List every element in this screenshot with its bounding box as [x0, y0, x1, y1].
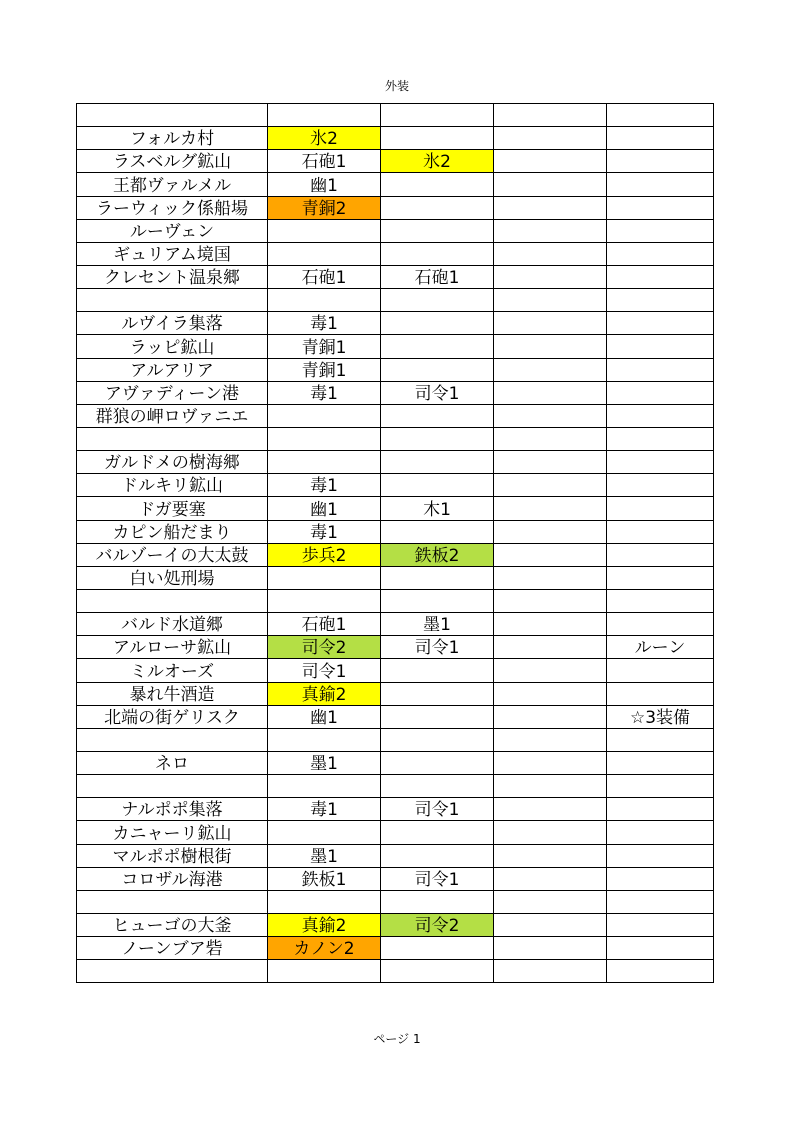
table-row — [77, 636, 714, 659]
location-name-cell: ミルオーズ — [77, 659, 268, 682]
equipment-cell — [268, 728, 381, 751]
equipment-cell: 石砲1 — [268, 150, 381, 173]
equipment-cell — [607, 798, 714, 821]
equipment-cell: 石砲1 — [268, 265, 381, 288]
table-row — [77, 751, 714, 774]
equipment-cell: 司令1 — [381, 798, 494, 821]
equipment-cell — [381, 289, 494, 312]
equipment-cell — [494, 404, 607, 427]
equipment-cell — [268, 219, 381, 242]
equipment-cell: 木1 — [381, 497, 494, 520]
table-row — [77, 659, 714, 682]
equipment-cell — [494, 589, 607, 612]
table-row — [77, 474, 714, 497]
equipment-cell — [268, 821, 381, 844]
equipment-cell: 歩兵2 — [268, 543, 381, 566]
table-body — [77, 104, 714, 983]
equipment-cell — [381, 219, 494, 242]
equipment-cell — [381, 960, 494, 983]
equipment-cell — [494, 497, 607, 520]
table-row — [77, 913, 714, 936]
equipment-cell: 毒1 — [268, 312, 381, 335]
location-name-cell: クレセント温泉郷 — [77, 265, 268, 288]
equipment-cell — [494, 219, 607, 242]
equipment-cell — [381, 520, 494, 543]
equipment-cell — [607, 728, 714, 751]
equipment-cell — [607, 682, 714, 705]
location-name-cell: 群狼の岬ロヴァニエ — [77, 404, 268, 427]
equipment-cell — [494, 543, 607, 566]
location-name-cell — [77, 427, 268, 450]
location-name-cell: ラスベルグ鉱山 — [77, 150, 268, 173]
equipment-cell — [268, 589, 381, 612]
location-name-cell: アルアリア — [77, 358, 268, 381]
table-row — [77, 520, 714, 543]
location-name-cell: アヴァディーン港 — [77, 381, 268, 404]
equipment-cell — [607, 289, 714, 312]
equipment-cell — [607, 890, 714, 913]
equipment-cell: ☆3装備 — [607, 705, 714, 728]
equipment-cell — [494, 613, 607, 636]
equipment-cell — [607, 566, 714, 589]
equipment-cell — [381, 312, 494, 335]
equipment-cell — [268, 242, 381, 265]
equipment-cell — [607, 613, 714, 636]
equipment-cell — [494, 312, 607, 335]
equipment-cell — [494, 728, 607, 751]
equipment-cell: 真鍮2 — [268, 682, 381, 705]
equipment-cell — [381, 474, 494, 497]
equipment-cell — [381, 682, 494, 705]
equipment-cell — [381, 335, 494, 358]
location-name-cell — [77, 289, 268, 312]
table-row — [77, 775, 714, 798]
location-name-cell: 暴れ牛酒造 — [77, 682, 268, 705]
location-name-cell: ドガ要塞 — [77, 497, 268, 520]
equipment-cell — [607, 265, 714, 288]
table-row — [77, 543, 714, 566]
equipment-cell — [494, 937, 607, 960]
equipment-cell — [607, 867, 714, 890]
equipment-cell — [607, 937, 714, 960]
table-row — [77, 682, 714, 705]
table-row — [77, 451, 714, 474]
equipment-cell: 鉄板2 — [381, 543, 494, 566]
equipment-cell — [607, 358, 714, 381]
equipment-cell — [381, 751, 494, 774]
equipment-cell — [381, 358, 494, 381]
equipment-cell — [607, 173, 714, 196]
equipment-cell — [494, 451, 607, 474]
table-row — [77, 613, 714, 636]
equipment-cell — [494, 890, 607, 913]
equipment-cell — [268, 566, 381, 589]
table-row — [77, 960, 714, 983]
equipment-cell — [381, 427, 494, 450]
equipment-cell — [607, 335, 714, 358]
equipment-cell: 真鍮2 — [268, 913, 381, 936]
equipment-cell: 司令1 — [268, 659, 381, 682]
table-row — [77, 589, 714, 612]
equipment-cell — [494, 636, 607, 659]
equipment-cell — [494, 150, 607, 173]
equipment-cell: 石砲1 — [381, 265, 494, 288]
equipment-cell — [494, 960, 607, 983]
equipment-cell — [268, 289, 381, 312]
equipment-cell — [381, 104, 494, 127]
equipment-cell — [607, 196, 714, 219]
equipment-cell: 青銅2 — [268, 196, 381, 219]
equipment-cell — [607, 913, 714, 936]
location-name-cell: ルーヴェン — [77, 219, 268, 242]
equipment-cell — [494, 566, 607, 589]
table-row — [77, 937, 714, 960]
table-row — [77, 844, 714, 867]
equipment-cell — [494, 127, 607, 150]
equipment-cell — [607, 312, 714, 335]
equipment-cell — [494, 358, 607, 381]
equipment-cell — [381, 404, 494, 427]
equipment-cell — [381, 705, 494, 728]
equipment-cell: 墨1 — [268, 844, 381, 867]
equipment-cell: 青銅1 — [268, 358, 381, 381]
equipment-cell — [494, 474, 607, 497]
location-name-cell: マルポポ樹根街 — [77, 844, 268, 867]
equipment-cell — [607, 404, 714, 427]
equipment-cell — [494, 104, 607, 127]
location-name-cell: フォルカ村 — [77, 127, 268, 150]
equipment-cell: 青銅1 — [268, 335, 381, 358]
equipment-cell: 氷2 — [268, 127, 381, 150]
equipment-cell — [268, 451, 381, 474]
table-row — [77, 335, 714, 358]
location-name-cell: 北端の街ゲリスク — [77, 705, 268, 728]
table-row — [77, 821, 714, 844]
table-row — [77, 427, 714, 450]
table-row — [77, 173, 714, 196]
equipment-cell — [607, 589, 714, 612]
equipment-cell — [381, 566, 494, 589]
equipment-cell: 幽1 — [268, 497, 381, 520]
equipment-cell — [607, 242, 714, 265]
table-row — [77, 127, 714, 150]
spreadsheet-table — [76, 103, 714, 983]
equipment-cell — [494, 867, 607, 890]
table-row — [77, 196, 714, 219]
location-name-cell: ガルドメの樹海郷 — [77, 451, 268, 474]
equipment-cell — [268, 427, 381, 450]
location-name-cell: ラーウィック係船場 — [77, 196, 268, 219]
equipment-cell: 毒1 — [268, 474, 381, 497]
equipment-cell — [607, 427, 714, 450]
equipment-cell: 司令2 — [268, 636, 381, 659]
location-name-cell: カピン船だまり — [77, 520, 268, 543]
equipment-cell — [607, 150, 714, 173]
table-row — [77, 497, 714, 520]
location-name-cell — [77, 960, 268, 983]
equipment-cell — [494, 844, 607, 867]
location-name-cell: ラッピ鉱山 — [77, 335, 268, 358]
location-name-cell: ネロ — [77, 751, 268, 774]
equipment-cell: 毒1 — [268, 520, 381, 543]
equipment-cell — [494, 751, 607, 774]
equipment-cell: 幽1 — [268, 705, 381, 728]
location-name-cell — [77, 775, 268, 798]
equipment-cell — [381, 821, 494, 844]
location-name-cell: ノーンブア砦 — [77, 937, 268, 960]
equipment-cell — [607, 381, 714, 404]
equipment-cell — [494, 821, 607, 844]
equipment-cell — [607, 451, 714, 474]
location-name-cell: 王都ヴァルメル — [77, 173, 268, 196]
equipment-cell — [607, 520, 714, 543]
equipment-cell: 鉄板1 — [268, 867, 381, 890]
equipment-cell — [268, 404, 381, 427]
location-name-cell: ルヴイラ集落 — [77, 312, 268, 335]
equipment-cell — [607, 474, 714, 497]
equipment-cell: 毒1 — [268, 798, 381, 821]
table-row — [77, 566, 714, 589]
table-row — [77, 289, 714, 312]
equipment-cell — [494, 173, 607, 196]
location-name-cell: カニャーリ鉱山 — [77, 821, 268, 844]
equipment-cell — [268, 104, 381, 127]
equipment-cell — [381, 451, 494, 474]
equipment-cell — [607, 219, 714, 242]
location-name-cell: アルローサ鉱山 — [77, 636, 268, 659]
equipment-cell — [607, 821, 714, 844]
equipment-cell: 司令1 — [381, 867, 494, 890]
location-name-cell: コロザル海港 — [77, 867, 268, 890]
table-row — [77, 242, 714, 265]
table-row — [77, 358, 714, 381]
equipment-cell: 墨1 — [268, 751, 381, 774]
location-name-cell — [77, 890, 268, 913]
equipment-cell — [381, 937, 494, 960]
equipment-cell: ルーン — [607, 636, 714, 659]
location-name-cell: ナルポポ集落 — [77, 798, 268, 821]
equipment-cell — [381, 890, 494, 913]
location-name-cell: ヒューゴの大釜 — [77, 913, 268, 936]
table-row — [77, 867, 714, 890]
equipment-cell: 司令1 — [381, 636, 494, 659]
location-name-cell: バルド水道郷 — [77, 613, 268, 636]
equipment-cell — [494, 335, 607, 358]
table-row — [77, 265, 714, 288]
equipment-cell — [607, 127, 714, 150]
equipment-cell — [494, 196, 607, 219]
equipment-cell — [381, 196, 494, 219]
equipment-cell — [607, 751, 714, 774]
equipment-cell — [381, 775, 494, 798]
equipment-cell — [494, 682, 607, 705]
equipment-cell — [494, 427, 607, 450]
location-name-cell: ギュリアム境国 — [77, 242, 268, 265]
equipment-cell — [381, 242, 494, 265]
table-row — [77, 728, 714, 751]
location-name-cell: バルゾーイの大太鼓 — [77, 543, 268, 566]
table-row — [77, 705, 714, 728]
equipment-cell — [268, 960, 381, 983]
table-row — [77, 104, 714, 127]
equipment-cell — [494, 520, 607, 543]
equipment-cell — [494, 289, 607, 312]
equipment-cell: 石砲1 — [268, 613, 381, 636]
equipment-cell — [607, 497, 714, 520]
equipment-cell — [494, 913, 607, 936]
equipment-cell — [494, 381, 607, 404]
table-row — [77, 219, 714, 242]
equipment-cell — [268, 890, 381, 913]
table-row — [77, 798, 714, 821]
equipment-cell — [494, 705, 607, 728]
equipment-cell — [494, 775, 607, 798]
location-name-cell — [77, 589, 268, 612]
equipment-cell: 墨1 — [381, 613, 494, 636]
equipment-cell — [607, 104, 714, 127]
location-name-cell — [77, 728, 268, 751]
table-row — [77, 890, 714, 913]
table-row — [77, 312, 714, 335]
equipment-cell: 幽1 — [268, 173, 381, 196]
location-name-cell: 白い処刑場 — [77, 566, 268, 589]
equipment-cell — [607, 960, 714, 983]
equipment-cell: 毒1 — [268, 381, 381, 404]
equipment-cell — [381, 659, 494, 682]
table-row — [77, 150, 714, 173]
equipment-cell: カノン2 — [268, 937, 381, 960]
location-name-cell: ドルキリ鉱山 — [77, 474, 268, 497]
equipment-cell — [381, 589, 494, 612]
equipment-cell: 司令1 — [381, 381, 494, 404]
equipment-cell — [381, 844, 494, 867]
location-name-cell — [77, 104, 268, 127]
table-row — [77, 404, 714, 427]
equipment-cell — [607, 844, 714, 867]
equipment-cell — [607, 659, 714, 682]
page-header: 外装 — [384, 79, 409, 93]
equipment-cell: 司令2 — [381, 913, 494, 936]
equipment-cell — [381, 728, 494, 751]
equipment-cell — [494, 798, 607, 821]
equipment-cell — [607, 775, 714, 798]
table-row — [77, 381, 714, 404]
equipment-cell — [381, 173, 494, 196]
equipment-cell — [381, 127, 494, 150]
equipment-cell — [494, 265, 607, 288]
equipment-cell — [494, 242, 607, 265]
equipment-cell — [494, 659, 607, 682]
page-footer: ページ 1 — [373, 1032, 421, 1046]
equipment-cell — [268, 775, 381, 798]
equipment-cell — [607, 543, 714, 566]
equipment-cell: 氷2 — [381, 150, 494, 173]
